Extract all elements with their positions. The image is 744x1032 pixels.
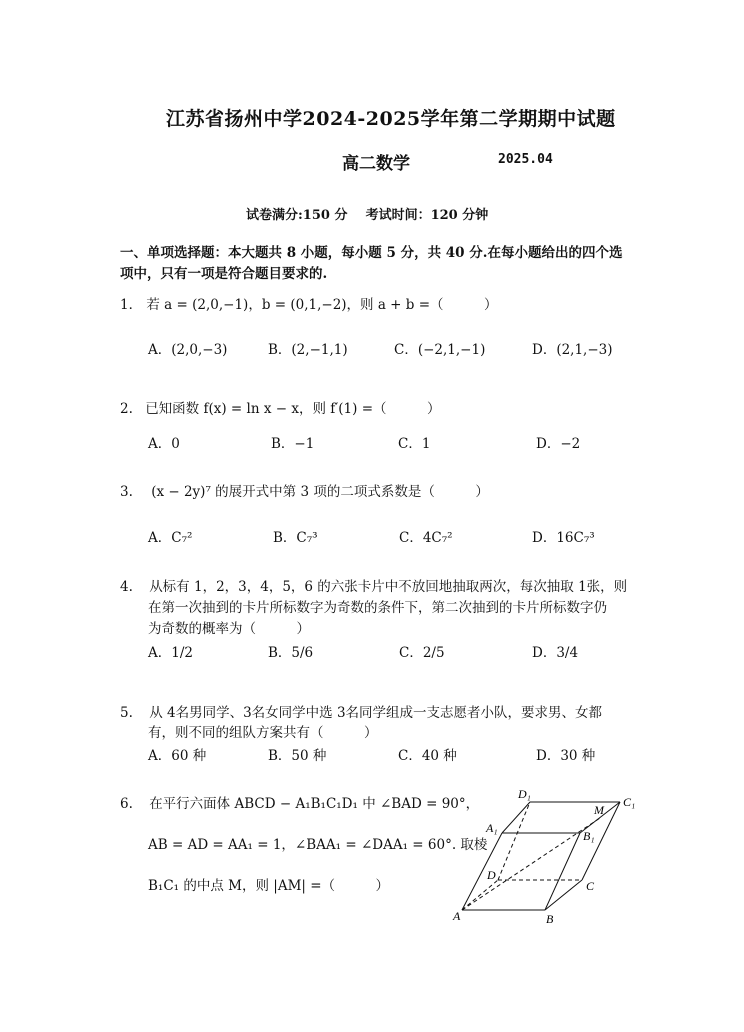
question-number: 6.	[120, 796, 133, 812]
question-number: 2.	[120, 401, 133, 417]
label-b: B	[546, 912, 554, 926]
question-stem: 若 a = (2,0,−1)，b = (0,1,−2)，则 a + b =（ ）	[146, 297, 498, 313]
question-line: 在平行六面体 ABCD − A₁B₁C₁D₁ 中 ∠BAD = 90°，	[149, 796, 480, 812]
question-number: 1．	[120, 297, 143, 313]
label-m: M	[594, 803, 604, 817]
question-line: 有，则不同的组队方案共有（ ）	[148, 725, 378, 741]
option-d: D．30 种	[536, 748, 596, 764]
label-c: C	[586, 879, 595, 893]
option-a: A．0	[148, 436, 180, 452]
hidden-edge-a-d	[462, 880, 498, 910]
option-c: C．40 种	[398, 748, 457, 764]
option-c	[399, 641, 445, 661]
option-c: C．4C₇²	[399, 530, 453, 546]
option-d	[532, 641, 578, 661]
option-a: A．60 种	[148, 748, 207, 764]
option-text: D．3/4	[532, 645, 579, 661]
question-line: B₁C₁ 的中点 M，则 |AM| =（ ）	[148, 878, 390, 894]
subject-title: 高二数学	[342, 154, 410, 174]
option-b: B．50 种	[268, 748, 327, 764]
label-a: A	[453, 909, 461, 923]
question-line: 为奇数的概率为（ ）	[148, 621, 310, 637]
question-stem: 已知函数 f(x) = ln x − x，则 f′(1) =（ ）	[145, 401, 441, 417]
option-d: D．16C₇³	[532, 530, 595, 546]
exam-date: 2025.04	[498, 152, 553, 167]
question-number: 3.	[120, 484, 133, 500]
question-line: 在第一次抽到的卡片所标数字为奇数的条件下，第二次抽到的卡片所标数字仍	[148, 600, 607, 616]
edge-a-a1	[462, 833, 502, 910]
edge-b-c	[545, 880, 582, 910]
label-d: D	[487, 868, 496, 882]
question-number: 4.	[120, 579, 133, 595]
question-4	[120, 577, 627, 597]
option-c: C．(−2,1,−1)	[394, 342, 486, 358]
section-heading-line1: 一、单项选择题：本大题共 8 小题，每小题 5 分，共 40 分.在每小题给出的四个选	[120, 245, 623, 261]
exam-title: 江苏省扬州中学2024-2025学年第二学期期中试题	[166, 108, 616, 130]
option-b: B．−1	[271, 436, 315, 452]
question-line: 从 4名男同学、3名女同学中选 3名同学组成一支志愿者小队，要求男、女都	[149, 705, 603, 721]
label-a1: A₁	[486, 821, 498, 835]
option-text: C．2/5	[399, 645, 445, 661]
option-a: A．(2,0,−3)	[148, 342, 228, 358]
question-3	[120, 482, 489, 502]
option-a	[148, 641, 193, 661]
exam-meta: 试卷满分:150 分 考试时间：120 分钟	[246, 208, 489, 223]
question-5	[120, 703, 602, 723]
edge-b-b1	[545, 833, 580, 910]
option-d: D．−2	[536, 436, 581, 452]
option-text: A．1/2	[148, 645, 193, 661]
edge-d1-a1	[502, 802, 530, 833]
question-6	[120, 794, 479, 814]
label-d1: D₁	[518, 787, 531, 801]
option-b	[268, 641, 313, 661]
question-line: 从标有 1，2，3，4，5，6 的六张卡片中不放回地抽取两次，每次抽取 1张，则	[149, 579, 628, 595]
question-1	[120, 295, 498, 315]
label-b1: B₁	[583, 829, 595, 843]
option-d: D．(2,1,−3)	[532, 342, 613, 358]
option-b: B．C₇³	[273, 530, 318, 546]
question-line: AB = AD = AA₁ = 1，∠BAA₁ = ∠DAA₁ = 60°. 取棱	[148, 837, 488, 853]
option-a: A．C₇²	[148, 530, 193, 546]
segment-a-m	[462, 818, 600, 910]
parallelepiped-figure	[450, 780, 650, 930]
option-text: B．5/6	[268, 645, 314, 661]
hidden-edge-d-d1	[498, 802, 530, 880]
question-number: 5.	[120, 705, 133, 721]
option-b: B．(2,−1,1)	[268, 342, 348, 358]
question-stem: (x − 2y)⁷ 的展开式中第 3 项的二项式系数是（ ）	[151, 484, 489, 500]
option-c: C．1	[398, 436, 431, 452]
label-c1: C₁	[623, 795, 636, 809]
section-heading-line2: 项中，只有一项是符合题目要求的.	[120, 266, 328, 282]
question-2	[120, 399, 441, 419]
